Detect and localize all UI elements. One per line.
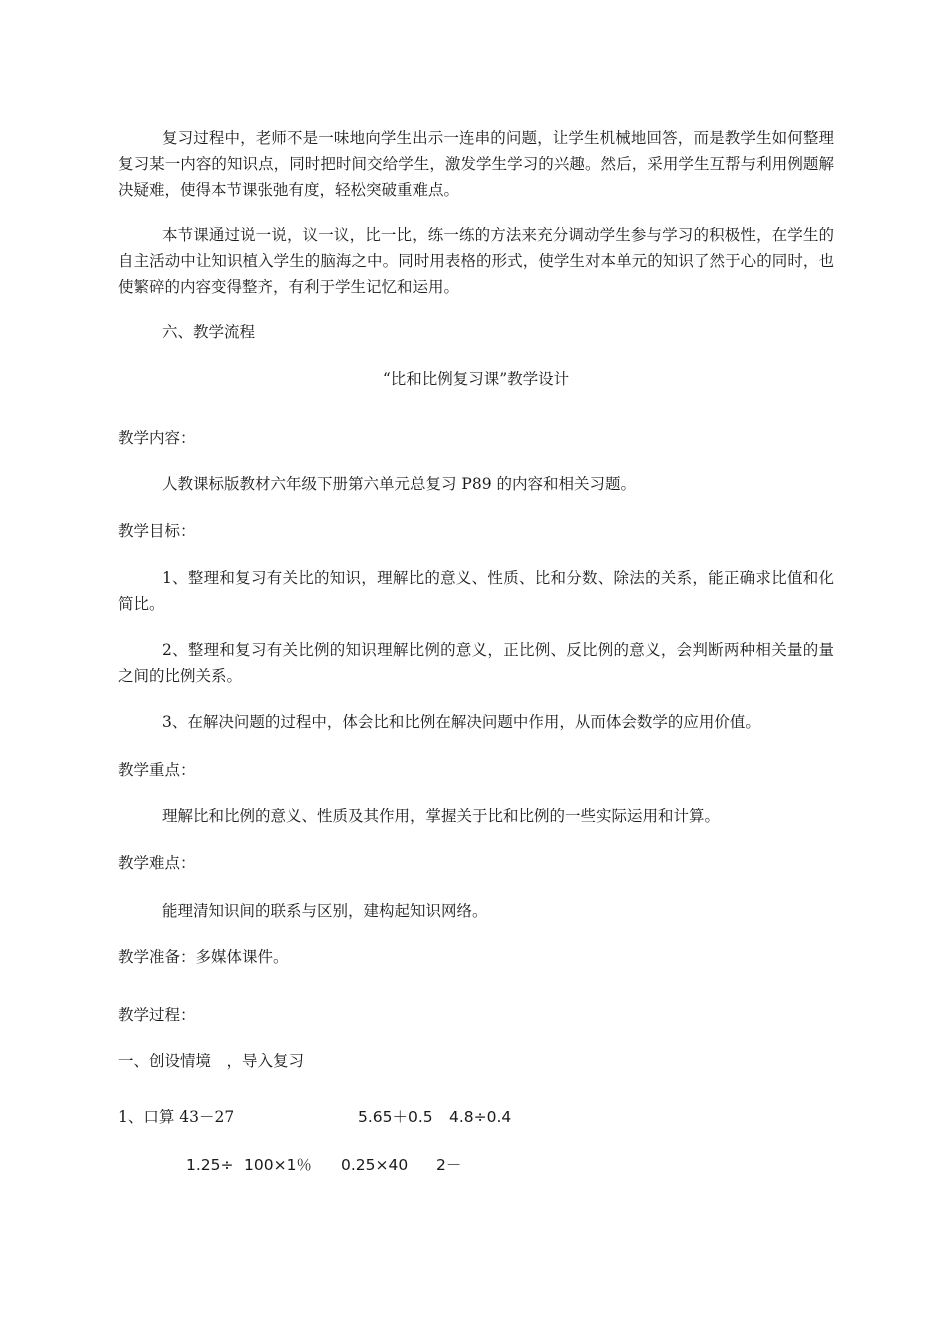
goal-item-3: 3、在解决问题的过程中，体会比和比例在解决问题中作用，从而体会数学的应用价值。 (162, 713, 761, 731)
section-heading-teaching-flow: 六、教学流程 (162, 323, 256, 341)
text-teaching-key-point: 理解比和比例的意义、性质及其作用，掌握关于比和比例的一些实际运用和计算。 (162, 807, 721, 825)
text-teaching-content: 人教课标版教材六年级下册第六单元总复习 P89 的内容和相关习题。 (162, 475, 637, 493)
goal-item-2: 2、整理和复习有关比例的知识理解比例的意义，正比例、反比例的意义，会判断两种相关量的量之间的比例关系。 (118, 641, 834, 685)
oral-calc-item: 2－ (436, 1156, 462, 1174)
label-teaching-difficulty: 教学难点： (118, 854, 196, 872)
oral-calc-item: 0.25×40 (341, 1156, 409, 1174)
label-teaching-content: 教学内容： (118, 429, 196, 447)
oral-calc-item: 100×1％ (244, 1156, 312, 1174)
label-teaching-key-point: 教学重点： (118, 761, 196, 779)
label-teaching-goals: 教学目标： (118, 522, 196, 540)
oral-calc-label: 1、口算 43－27 (118, 1108, 235, 1126)
paragraph-methods: 本节课通过说一说，议一议，比一比，练一练的方法来充分调动学生参与学习的积极性，在学生的自主活动中让知识植入学生的脑海之中。同时用表格的形式，使学生对本单元的知识了然于心的同时，也使繁碎的内容变得整齐，有利于学生记忆和运用。 (118, 226, 834, 296)
oral-calc-item: 4.8÷0.4 (449, 1108, 512, 1126)
oral-calc-item: 1.25÷ (186, 1156, 234, 1174)
text-teaching-preparation: 教学准备：多媒体课件。 (118, 948, 289, 966)
oral-calc-item: 5.65＋0.5 (358, 1108, 433, 1126)
step-create-scenario: 一、创设情境 ，导入复习 (118, 1052, 305, 1070)
label-teaching-process: 教学过程： (118, 1006, 196, 1024)
text-teaching-difficulty: 能理清知识间的联系与区别，建构起知识网络。 (162, 902, 488, 920)
goal-item-1: 1、整理和复习有关比的知识，理解比的意义、性质、比和分数、除法的关系，能正确求比值和化简比。 (118, 569, 834, 613)
paragraph-review-process: 复习过程中，老师不是一味地向学生出示一连串的问题，让学生机械地回答，而是教学生如何整理复习某一内容的知识点，同时把时间交给学生，激发学生学习的兴趣。然后，采用学生互帮与利用例题解决疑难，使得本节课张弛有度，轻松突破重难点。 (118, 129, 834, 199)
design-title: “比和比例复习课”教学设计 (382, 370, 570, 388)
